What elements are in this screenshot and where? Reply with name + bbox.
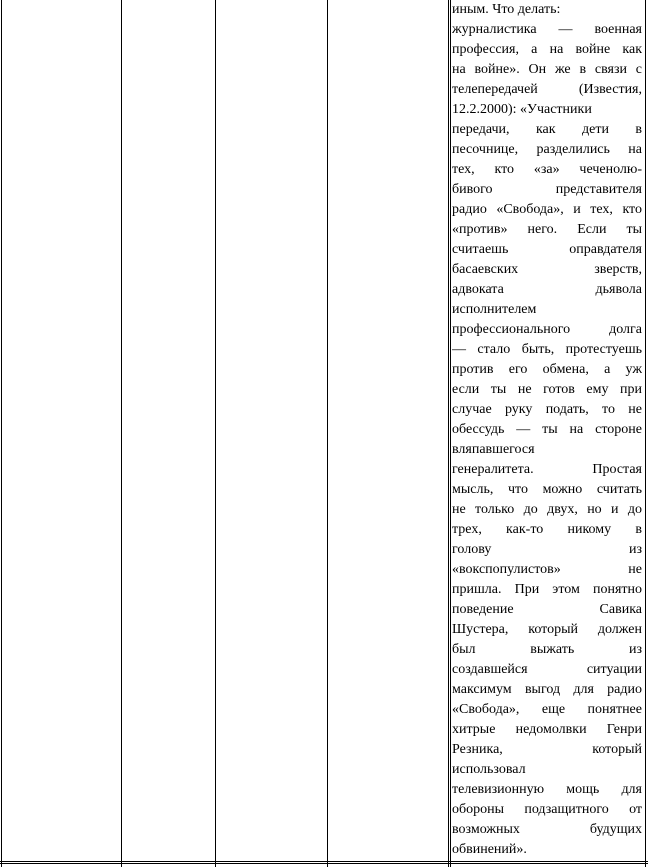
text-line: — стало быть, протестуешь <box>452 342 642 357</box>
text-line: поведение Савика <box>452 602 642 617</box>
text-line: «против» него. Если ты <box>452 222 642 237</box>
text-line: создавшейся ситуации <box>452 662 642 677</box>
text-line: обороны подзащитного от <box>452 802 642 817</box>
text-line: исполнителем <box>452 302 537 317</box>
text-line: не только до двух, но и до <box>452 502 642 517</box>
text-line: «вокспопулистов» не <box>452 562 642 577</box>
text-line: обвинений». <box>452 842 527 857</box>
text-line: профессия, а на войне как <box>452 42 642 57</box>
text-line: радио «Свобода», и тех, кто <box>452 202 642 217</box>
column-border-4 <box>448 0 449 867</box>
column-border-right <box>645 0 646 867</box>
text-line: бивого представителя <box>452 182 642 197</box>
text-line: возможных будущих <box>452 822 642 837</box>
text-line: максимум выгод для радио <box>452 682 642 697</box>
text-line: голову из <box>452 542 642 557</box>
column-border-3 <box>327 0 328 867</box>
table-cell-text <box>452 0 642 860</box>
text-line: вляпавшегося <box>452 442 535 457</box>
text-line: пришла. При этом понятно <box>452 582 642 597</box>
text-line: «Свобода», еще понятнее <box>452 702 642 717</box>
text-line: на войне». Он же в связи с <box>452 62 642 77</box>
text-line: генералитета. Простая <box>452 462 642 477</box>
text-line: случае руку подать, то не <box>452 402 642 417</box>
text-line: песочнице, разделились на <box>452 142 642 157</box>
text-line: трех, как-то никому в <box>452 522 642 537</box>
text-line: Резника, который <box>452 742 642 757</box>
text-line: был выжать из <box>452 642 642 657</box>
column-border-4-double <box>450 0 451 867</box>
column-border-2 <box>215 0 216 867</box>
text-line: обессудь — ты на стороне <box>452 422 642 437</box>
text-line: против его обмена, а уж <box>452 362 642 377</box>
text-line: адвоката дьявола <box>452 282 642 297</box>
text-line: передачи, как дети в <box>452 122 642 137</box>
column-border-left <box>1 0 2 867</box>
text-line: телепередачей (Известия, <box>452 82 642 97</box>
text-line: Шустера, который должен <box>452 622 642 637</box>
text-line: если ты не готов ему при <box>452 382 642 397</box>
text-line: использовал <box>452 762 526 777</box>
row-bottom-border-double <box>0 863 648 864</box>
text-line: считаешь оправдателя <box>452 242 642 257</box>
text-line: иным. Что делать: <box>452 2 561 17</box>
text-line: басаевских зверств, <box>452 262 642 277</box>
column-border-1 <box>121 0 122 867</box>
text-line: мысль, что можно считать <box>452 482 642 497</box>
text-line: хитрые недомолвки Генри <box>452 722 642 737</box>
text-line: профессионального долга <box>452 322 642 337</box>
text-line: телевизионную мощь для <box>452 782 642 797</box>
text-line: тех, кто «за» чеченолю- <box>452 162 642 177</box>
text-line: журналистика — военная <box>452 22 642 37</box>
row-bottom-border <box>0 861 648 862</box>
text-line: 12.2.2000): «Участники <box>452 102 592 117</box>
